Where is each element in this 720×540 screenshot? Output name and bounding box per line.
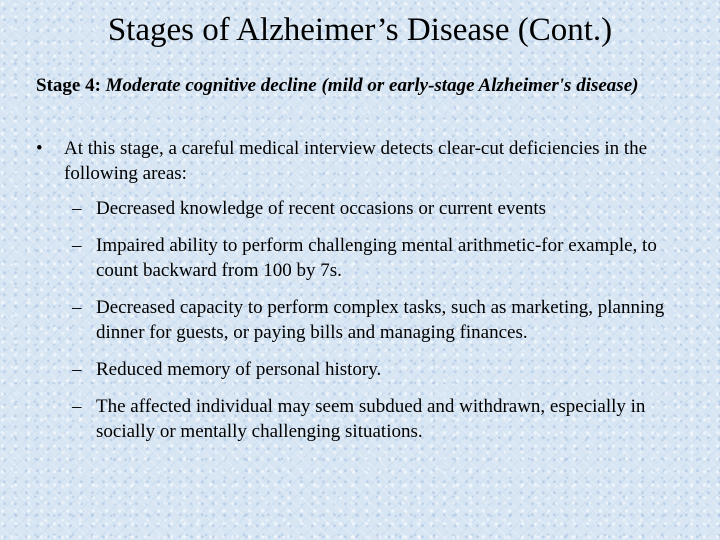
sub-bullet-item [72,295,702,345]
sub-bullet-text: Reduced memory of personal history. [96,359,382,380]
main-bullet [36,136,696,186]
sub-bullet-item [72,394,702,444]
sub-bullet-text: Impaired ability to perform challenging mental arithmetic-for example, to count backward from 100 by 7s. [96,235,657,281]
sub-bullet-marker: – [72,198,82,219]
sub-bullet-item [72,357,702,382]
sub-bullet-marker: – [72,297,82,318]
sub-bullet-marker: – [72,396,82,417]
sub-bullet-text: Decreased knowledge of recent occasions or current events [96,198,546,219]
stage-description: Moderate cognitive decline (mild or early-stage Alzheimer's disease) [105,75,639,96]
stage-label: Stage 4: [36,75,101,96]
sub-bullet-marker: – [72,235,82,256]
bullet-text: At this stage, a careful medical interview detects clear-cut deficiencies in the following areas: [64,138,648,184]
stage-heading [36,74,720,98]
sub-bullet-text: The affected individual may seem subdued and withdrawn, especially in socially or mentally challenging situations. [96,396,646,442]
sub-bullet-text: Decreased capacity to perform complex tasks, such as marketing, planning dinner for guests, or paying bills and managing finances. [96,297,665,343]
sub-bullet-item [72,196,702,221]
slide-title: Stages of Alzheimer’s Disease (Cont.) [107,12,613,48]
sub-bullet-list [72,196,702,456]
sub-bullet-item [72,233,702,283]
sub-bullet-marker: – [72,359,82,380]
bullet-marker: • [36,138,43,159]
